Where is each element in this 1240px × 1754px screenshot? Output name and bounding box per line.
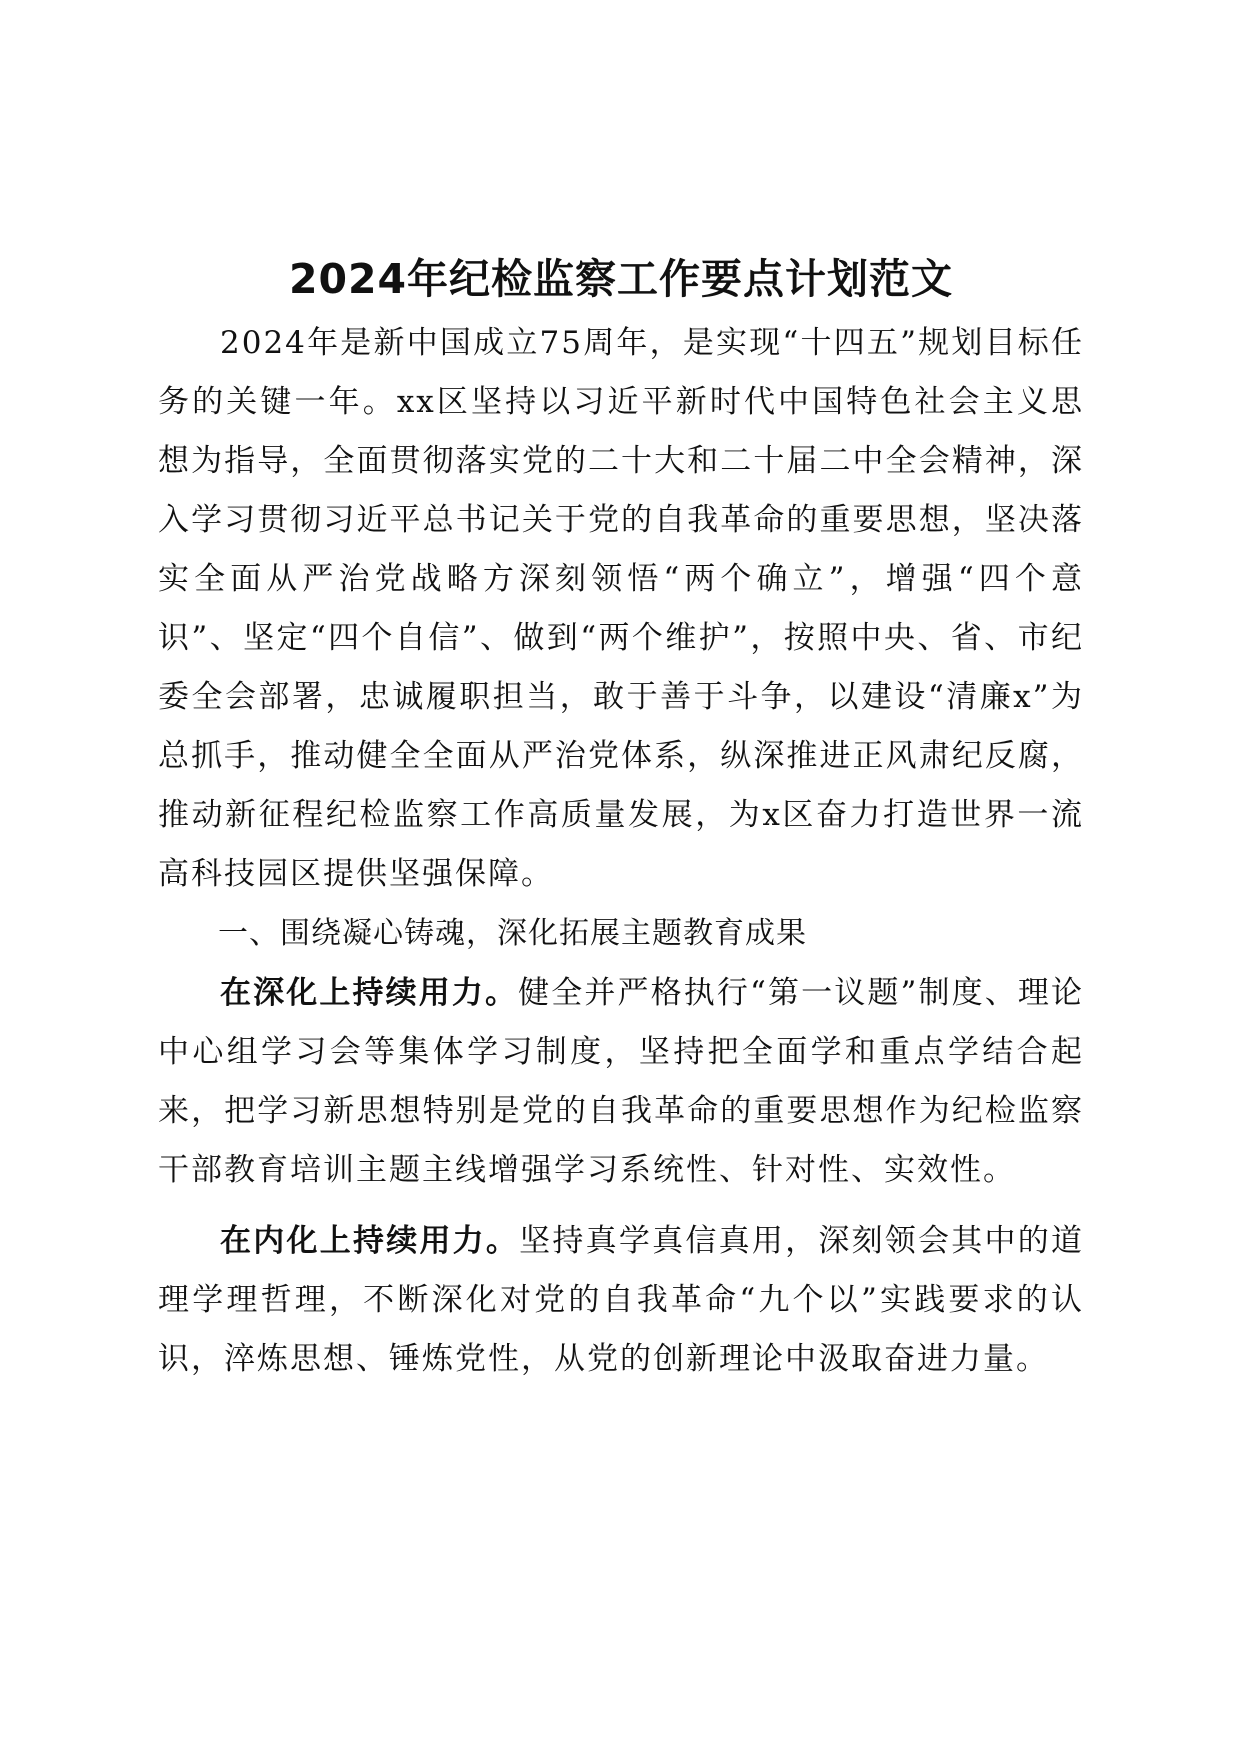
paragraph-lead: 在深化上持续用力。	[220, 975, 519, 1011]
section-paragraph	[158, 1212, 1084, 1389]
intro-paragraph: 2024年是新中国成立75周年，是实现“十四五”规划目标任务的关键一年。xx区坚持以习近平新时代中国特色社会主义思想为指导，全面贯彻落实党的二十大和二十届二中全会精神，深入学习贯彻习近平总书记关于党的自我革命的重要思想，坚决落实全面从严治党战略方深刻领悟“两个确立”，增强“四个意识”、坚定“四个自信”、做到“两个维护”，按照中央、省、市纪委全会部署，忠诚履职担当，敢于善于斗争，以建设“清廉x”为总抓手，推动健全全面从严治党体系，纵深推进正风肃纪反腐，推动新征程纪检监察工作高质量发展，为x区奋力打造世界一流高科技园区提供坚强保障。	[158, 325, 1084, 892]
paragraph-lead: 在内化上持续用力。	[220, 1223, 520, 1259]
paragraph-spacer	[158, 1200, 1084, 1212]
section-heading: 一、围绕凝心铸魂，深化拓展主题教育成果	[218, 916, 807, 951]
paragraph-body: 健全并严格执行“第一议题”制度、理论中心组学习会等集体学习制度，坚持把全面学和重点学结合起来，把学习新思想特别是党的自我革命的重要思想作为纪检监察干部教育培训主题主线增强学习系统性、针对性、实效性。	[158, 975, 1084, 1188]
paragraph-body: 坚持真学真信真用，深刻领会其中的道理学理哲理，不断深化对党的自我革命“九个以”实践要求的认识，淬炼思想、锤炼党性，从党的创新理论中汲取奋进力量。	[158, 1223, 1085, 1377]
document-content	[158, 250, 1084, 1389]
section-paragraph	[158, 964, 1084, 1200]
document-title: 2024年纪检监察工作要点计划范文	[288, 255, 954, 303]
